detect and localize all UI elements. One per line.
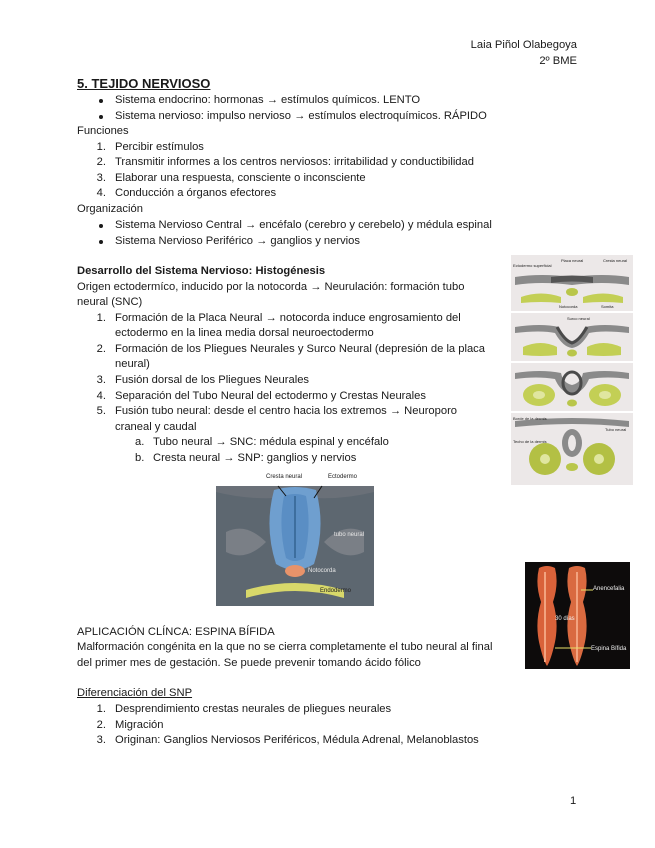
snp-heading: Diferenciación del SNP (77, 687, 193, 699)
list-number: 1. (96, 141, 106, 153)
sub-step-letter: b. (135, 452, 145, 464)
figure-label: Endodermo (320, 588, 352, 594)
step-1-line2: ectodermo en la linea media dorsal neuroectodermo (115, 327, 374, 339)
figure-label: Techo de la dermis (513, 439, 547, 444)
sub-step-a: Tubo neural → SNC: médula espinal y encéfalo (153, 436, 389, 448)
list-number: 1. (96, 703, 106, 715)
neurulation-stage-1-figure (511, 255, 633, 311)
step-2-line2: neural) (115, 358, 150, 370)
figure-label: Espina Bífida (591, 646, 627, 652)
author-name: Laia Piñol Olabegoya (470, 39, 577, 51)
neurulation-stage-2-figure (511, 313, 633, 361)
list-number: 5. (96, 405, 106, 417)
intro-bullet-1: Sistema endocrino: hormonas → estímulos químicos. LENTO (115, 94, 421, 106)
figure-label: Surco neural (567, 316, 590, 321)
section-title: 5. TEJIDO NERVIOSO (77, 76, 211, 91)
figure-label: Ectodermo superficial (513, 263, 552, 268)
snp-item-2: Migración (115, 719, 164, 731)
organizacion-heading: Organización (77, 203, 143, 215)
snp-item-3: Originan: Ganglios Nerviosos Periféricos, Médula Adrenal, Melanoblastos (115, 734, 479, 746)
figure-label: Notocorda (559, 304, 578, 309)
organizacion-item-2: Sistema Nervioso Periférico → ganglios y nervios (115, 235, 360, 247)
clinica-line1: Malformación congénita en la que no se cierra completamente el tubo neural al final (77, 641, 493, 653)
snp-item-1: Desprendimiento crestas neurales de pliegues neurales (115, 703, 392, 715)
course-label: 2º BME (539, 55, 577, 67)
step-3-line1: Fusión dorsal de los Pliegues Neurales (115, 374, 310, 386)
figure-label: Cresta neural (603, 258, 628, 263)
figure-label: Tubo neural (605, 427, 627, 432)
histology-figure (216, 472, 374, 606)
figure-label: 30 días (555, 616, 575, 622)
list-number: 4. (96, 390, 106, 402)
neural-tube-diagram (511, 413, 633, 485)
sub-step-b: Cresta neural → SNP: ganglios y nervios (153, 452, 357, 464)
funciones-item-2: Transmitir informes a los centros nerviosos: irritabilidad y conductibilidad (115, 156, 474, 168)
funciones-item-1: Percibir estímulos (115, 141, 204, 153)
funciones-heading: Funciones (77, 125, 129, 137)
neural-folds-diagram (511, 363, 633, 411)
list-number: 3. (96, 734, 106, 746)
step-5-line2: craneal y caudal (115, 421, 197, 433)
sub-step-letter: a. (135, 436, 145, 448)
desarrollo-heading: Desarrollo del Sistema Nervioso: Histogénesis (77, 265, 326, 277)
bullet-icon (99, 224, 103, 228)
desarrollo-intro-line1: Origen ectodermíco, inducido por la notocorda → Neurulación: formación tubo (77, 281, 465, 293)
figure-label: Cresta neural (266, 474, 303, 480)
step-5-line1: Fusión tubo neural: desde el centro hacia los extremos → Neuroporo (115, 405, 458, 417)
figure-label: Placa neural (561, 258, 584, 263)
intro-bullet-2: Sistema nervioso: impulso nervioso → estímulos electroquímicos. RÁPIDO (115, 110, 487, 122)
step-4-line1: Separación del Tubo Neural del ectodermo y Crestas Neurales (115, 390, 426, 402)
bullet-icon (99, 240, 103, 244)
desarrollo-intro-line2: neural (SNC) (77, 296, 143, 308)
organizacion-item-1: Sistema Nervioso Central → encéfalo (cerebro y cerebelo) y médula espinal (115, 219, 492, 231)
list-number: 1. (96, 312, 106, 324)
list-number: 3. (96, 172, 106, 184)
figure-label: Borde de la dermis (513, 416, 547, 421)
neurulation-stage-4-figure (511, 413, 633, 485)
list-number: 4. (96, 187, 106, 199)
clinica-line2: del primer mes de gestación. Se puede prevenir tomando ácido fólico (77, 657, 421, 669)
bullet-icon (99, 115, 103, 119)
figure-label: tubo neural (334, 532, 365, 538)
funciones-item-4: Conducción a órganos efectores (115, 187, 277, 199)
step-1-line1: Formación de la Placa Neural → notocorda induce engrosamiento del (115, 312, 461, 324)
neurulation-stage-3-figure (511, 363, 633, 411)
figure-label: Anencefalia (593, 586, 625, 592)
figure-label: Ectodermo (328, 474, 358, 480)
list-number: 3. (96, 374, 106, 386)
spina-bifida-figure (525, 562, 630, 669)
page-number: 1 (570, 795, 577, 807)
list-number: 2. (96, 156, 106, 168)
bullet-icon (99, 99, 103, 103)
step-2-line1: Formación de los Pliegues Neurales y Surco Neural (depresión de la placa (115, 343, 486, 355)
figure-label: Notocorda (308, 568, 336, 574)
figure-label: Somita (601, 304, 614, 309)
list-number: 2. (96, 719, 106, 731)
clinica-heading: APLICACIÓN CLÍNCA: ESPINA BÍFIDA (77, 626, 275, 638)
neural-tube-histology-image (216, 472, 374, 606)
list-number: 2. (96, 343, 106, 355)
funciones-item-3: Elaborar una respuesta, consciente o inconsciente (115, 172, 366, 184)
